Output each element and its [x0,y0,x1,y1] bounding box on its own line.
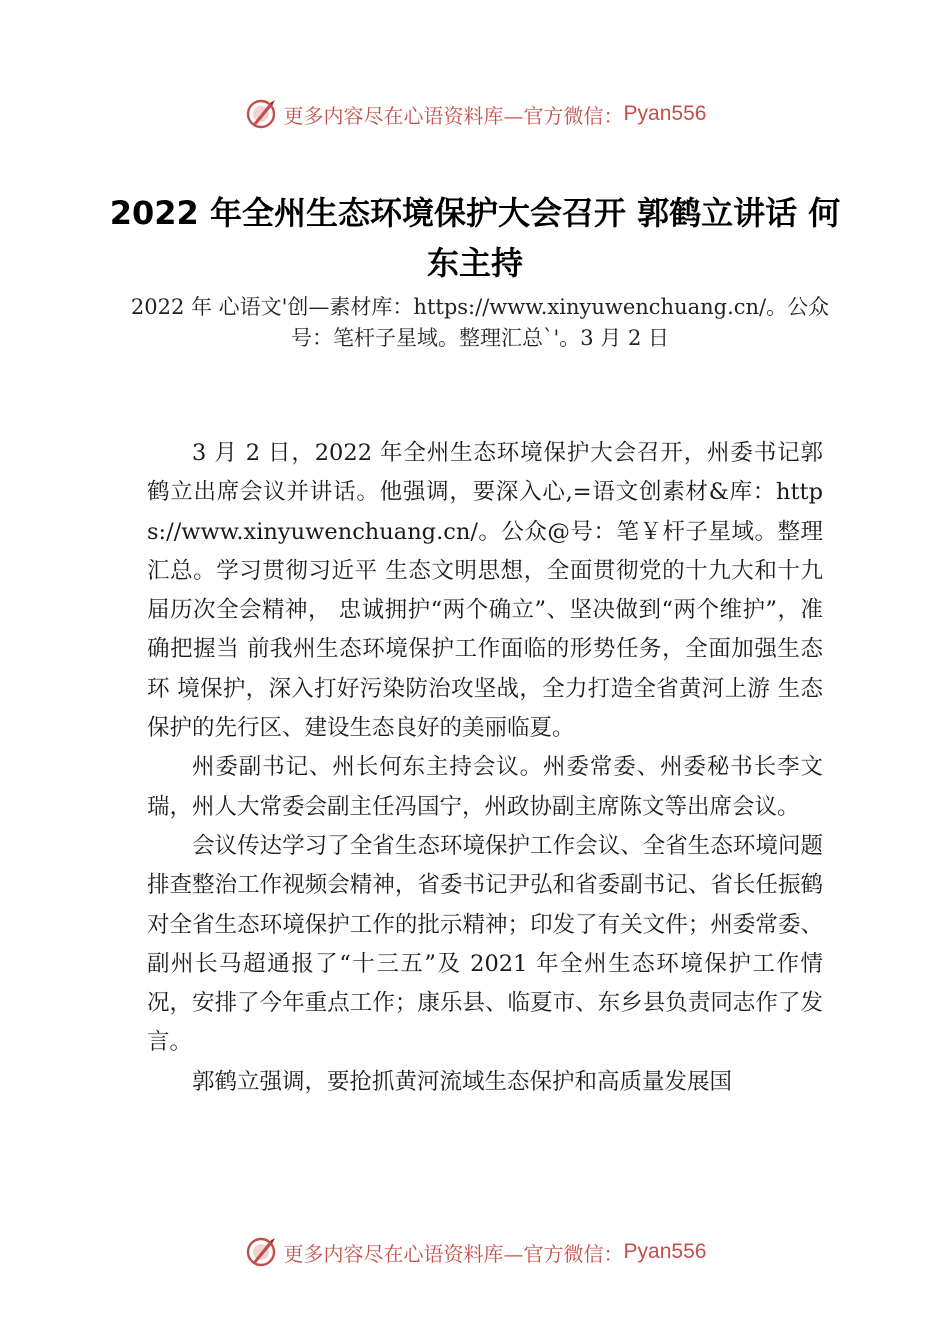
body-paragraph: 郭鹤立强调，要抢抓黄河流域生态保护和高质量发展国 [192,1068,733,1095]
document-subtitle: 2022 年 心语文'创—素材库：https://www.xinyuwenchuang.cn/。公众号：笔杆子星域。整理汇总`'。3 月 2 日 [130,295,830,350]
body-paragraph: 3 月 2 日，2022 年全州生态环境保护大会召开，州委书记郭鹤立出席会议并讲话。他强调，要深入心,=语文创素材&库：https://www.xinyuwenchuang.cn/。公众@号：笔￥杆子星域。整理汇总。学习贯彻习近平 生态文明思想，全面贯彻党的十九大和十九届历次全会精神， 忠诚拥护“两个确立”、坚决做到“两个维护”，准确把握当 前我州生态环境保护工作面临的形势任务，全面加强生态环 境保护，深入打好污染防治攻坚战，全力打造全省黄河上游 生态保护的先行区、建设生态良好的美丽临夏。 [147,440,823,742]
quill-pen-seal-icon [244,1235,278,1269]
header-banner [0,94,950,134]
banner-text: 更多内容尽在心语资料库—官方微信： [283,103,624,128]
banner-text: 更多内容尽在心语资料库—官方微信： [283,1241,624,1266]
banner-wechat-id: Pyan556 [623,102,707,125]
document-title: 2022 年全州生态环境保护大会召开 郭鹤立讲话 何东主持 [109,194,841,282]
document-body [147,434,823,1102]
quill-pen-seal-icon [244,97,278,131]
body-paragraph: 州委副书记、州长何东主持会议。州委常委、州委秘书长李文瑞，州人大常委会副主任冯国宁，州政协副主席陈文等出席会议。 [147,754,823,820]
banner-wechat-id: Pyan556 [623,1240,707,1263]
body-paragraph: 会议传达学习了全省生态环境保护工作会议、全省生态环境问题排查整治工作视频会精神，省委书记尹弘和省委副书记、省长任振鹤对全省生态环境保护工作的批示精神；印发了有关文件；州委常委、副州长马超通报了“十三五”及 2021 年全州生态环境保护工作情况，安排了今年重点工作；康乐县、临夏市、东乡县负责同志作了发言。 [147,832,823,1056]
footer-banner [0,1232,950,1272]
